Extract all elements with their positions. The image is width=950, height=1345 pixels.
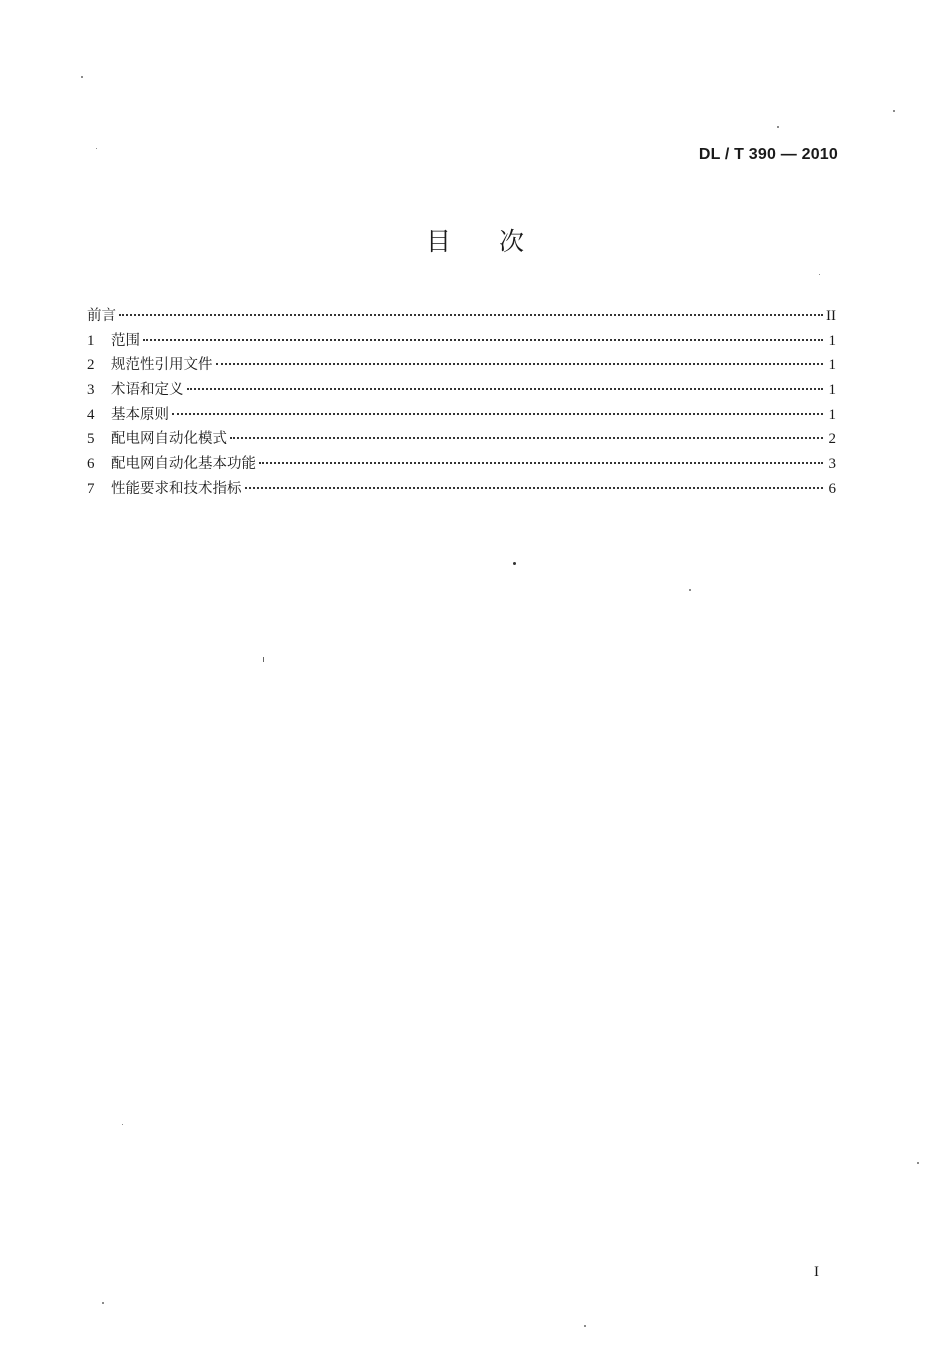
- toc-entry-label: 配电网自动化基本功能: [111, 456, 256, 473]
- scan-speck: [689, 589, 691, 591]
- table-of-contents: [87, 304, 836, 502]
- toc-dot-leader: [216, 363, 824, 365]
- toc-entry-page: 1: [828, 382, 836, 399]
- scan-speck: [777, 126, 779, 128]
- toc-entry-2[interactable]: [87, 353, 836, 378]
- toc-entry-number: 3: [87, 382, 95, 399]
- scan-speck: [819, 274, 820, 275]
- toc-entry-1[interactable]: [87, 329, 836, 354]
- toc-entry-page: 1: [828, 332, 836, 349]
- toc-entry-6[interactable]: [87, 452, 836, 477]
- toc-entry-page: II: [826, 308, 836, 324]
- toc-entry-label: 前言: [87, 308, 116, 324]
- toc-entry-label: 性能要求和技术指标: [111, 480, 242, 497]
- toc-entry-page: 2: [828, 431, 836, 448]
- scan-speck: [96, 148, 97, 149]
- scan-speck: [81, 76, 83, 78]
- toc-entry-page: 6: [828, 480, 836, 497]
- toc-entry-page: 3: [828, 456, 836, 473]
- toc-entry-page: 1: [828, 406, 836, 423]
- page-number: I: [814, 1264, 819, 1280]
- toc-entry-number: 5: [87, 431, 95, 448]
- toc-dot-leader: [187, 388, 824, 390]
- toc-entry-label: 规范性引用文件: [111, 357, 213, 374]
- standard-code: DL / T 390 — 2010: [698, 146, 838, 163]
- toc-entry-label: 范围: [111, 332, 140, 349]
- toc-dot-leader: [245, 487, 824, 489]
- toc-entry-label: 术语和定义: [111, 382, 184, 399]
- scan-speck: [917, 1162, 919, 1164]
- toc-entry-number: 2: [87, 357, 95, 374]
- toc-dot-leader: [259, 462, 823, 464]
- toc-entry-label: 基本原则: [111, 406, 169, 423]
- toc-entry-page: 1: [828, 357, 836, 374]
- toc-dot-leader: [119, 314, 823, 316]
- toc-dot-leader: [143, 339, 823, 341]
- scan-speck: [513, 562, 516, 565]
- scan-speck: [584, 1325, 586, 1327]
- toc-entry-4[interactable]: [87, 403, 836, 428]
- toc-entry-foreword[interactable]: [87, 304, 836, 329]
- scan-speck: [122, 1124, 123, 1125]
- toc-entry-3[interactable]: [87, 378, 836, 403]
- toc-entry-number: 1: [87, 332, 95, 349]
- toc-entry-7[interactable]: [87, 477, 836, 502]
- scan-speck: [893, 110, 895, 112]
- scan-speck: [102, 1302, 104, 1304]
- toc-dot-leader: [230, 437, 823, 439]
- toc-dot-leader: [172, 413, 823, 415]
- toc-entry-5[interactable]: [87, 427, 836, 452]
- toc-entry-number: 6: [87, 456, 95, 473]
- toc-entry-label: 配电网自动化模式: [111, 431, 227, 448]
- toc-entry-number: 4: [87, 406, 95, 423]
- toc-title: 目次: [425, 227, 572, 256]
- scan-speck: [263, 657, 264, 662]
- toc-entry-number: 7: [87, 480, 95, 497]
